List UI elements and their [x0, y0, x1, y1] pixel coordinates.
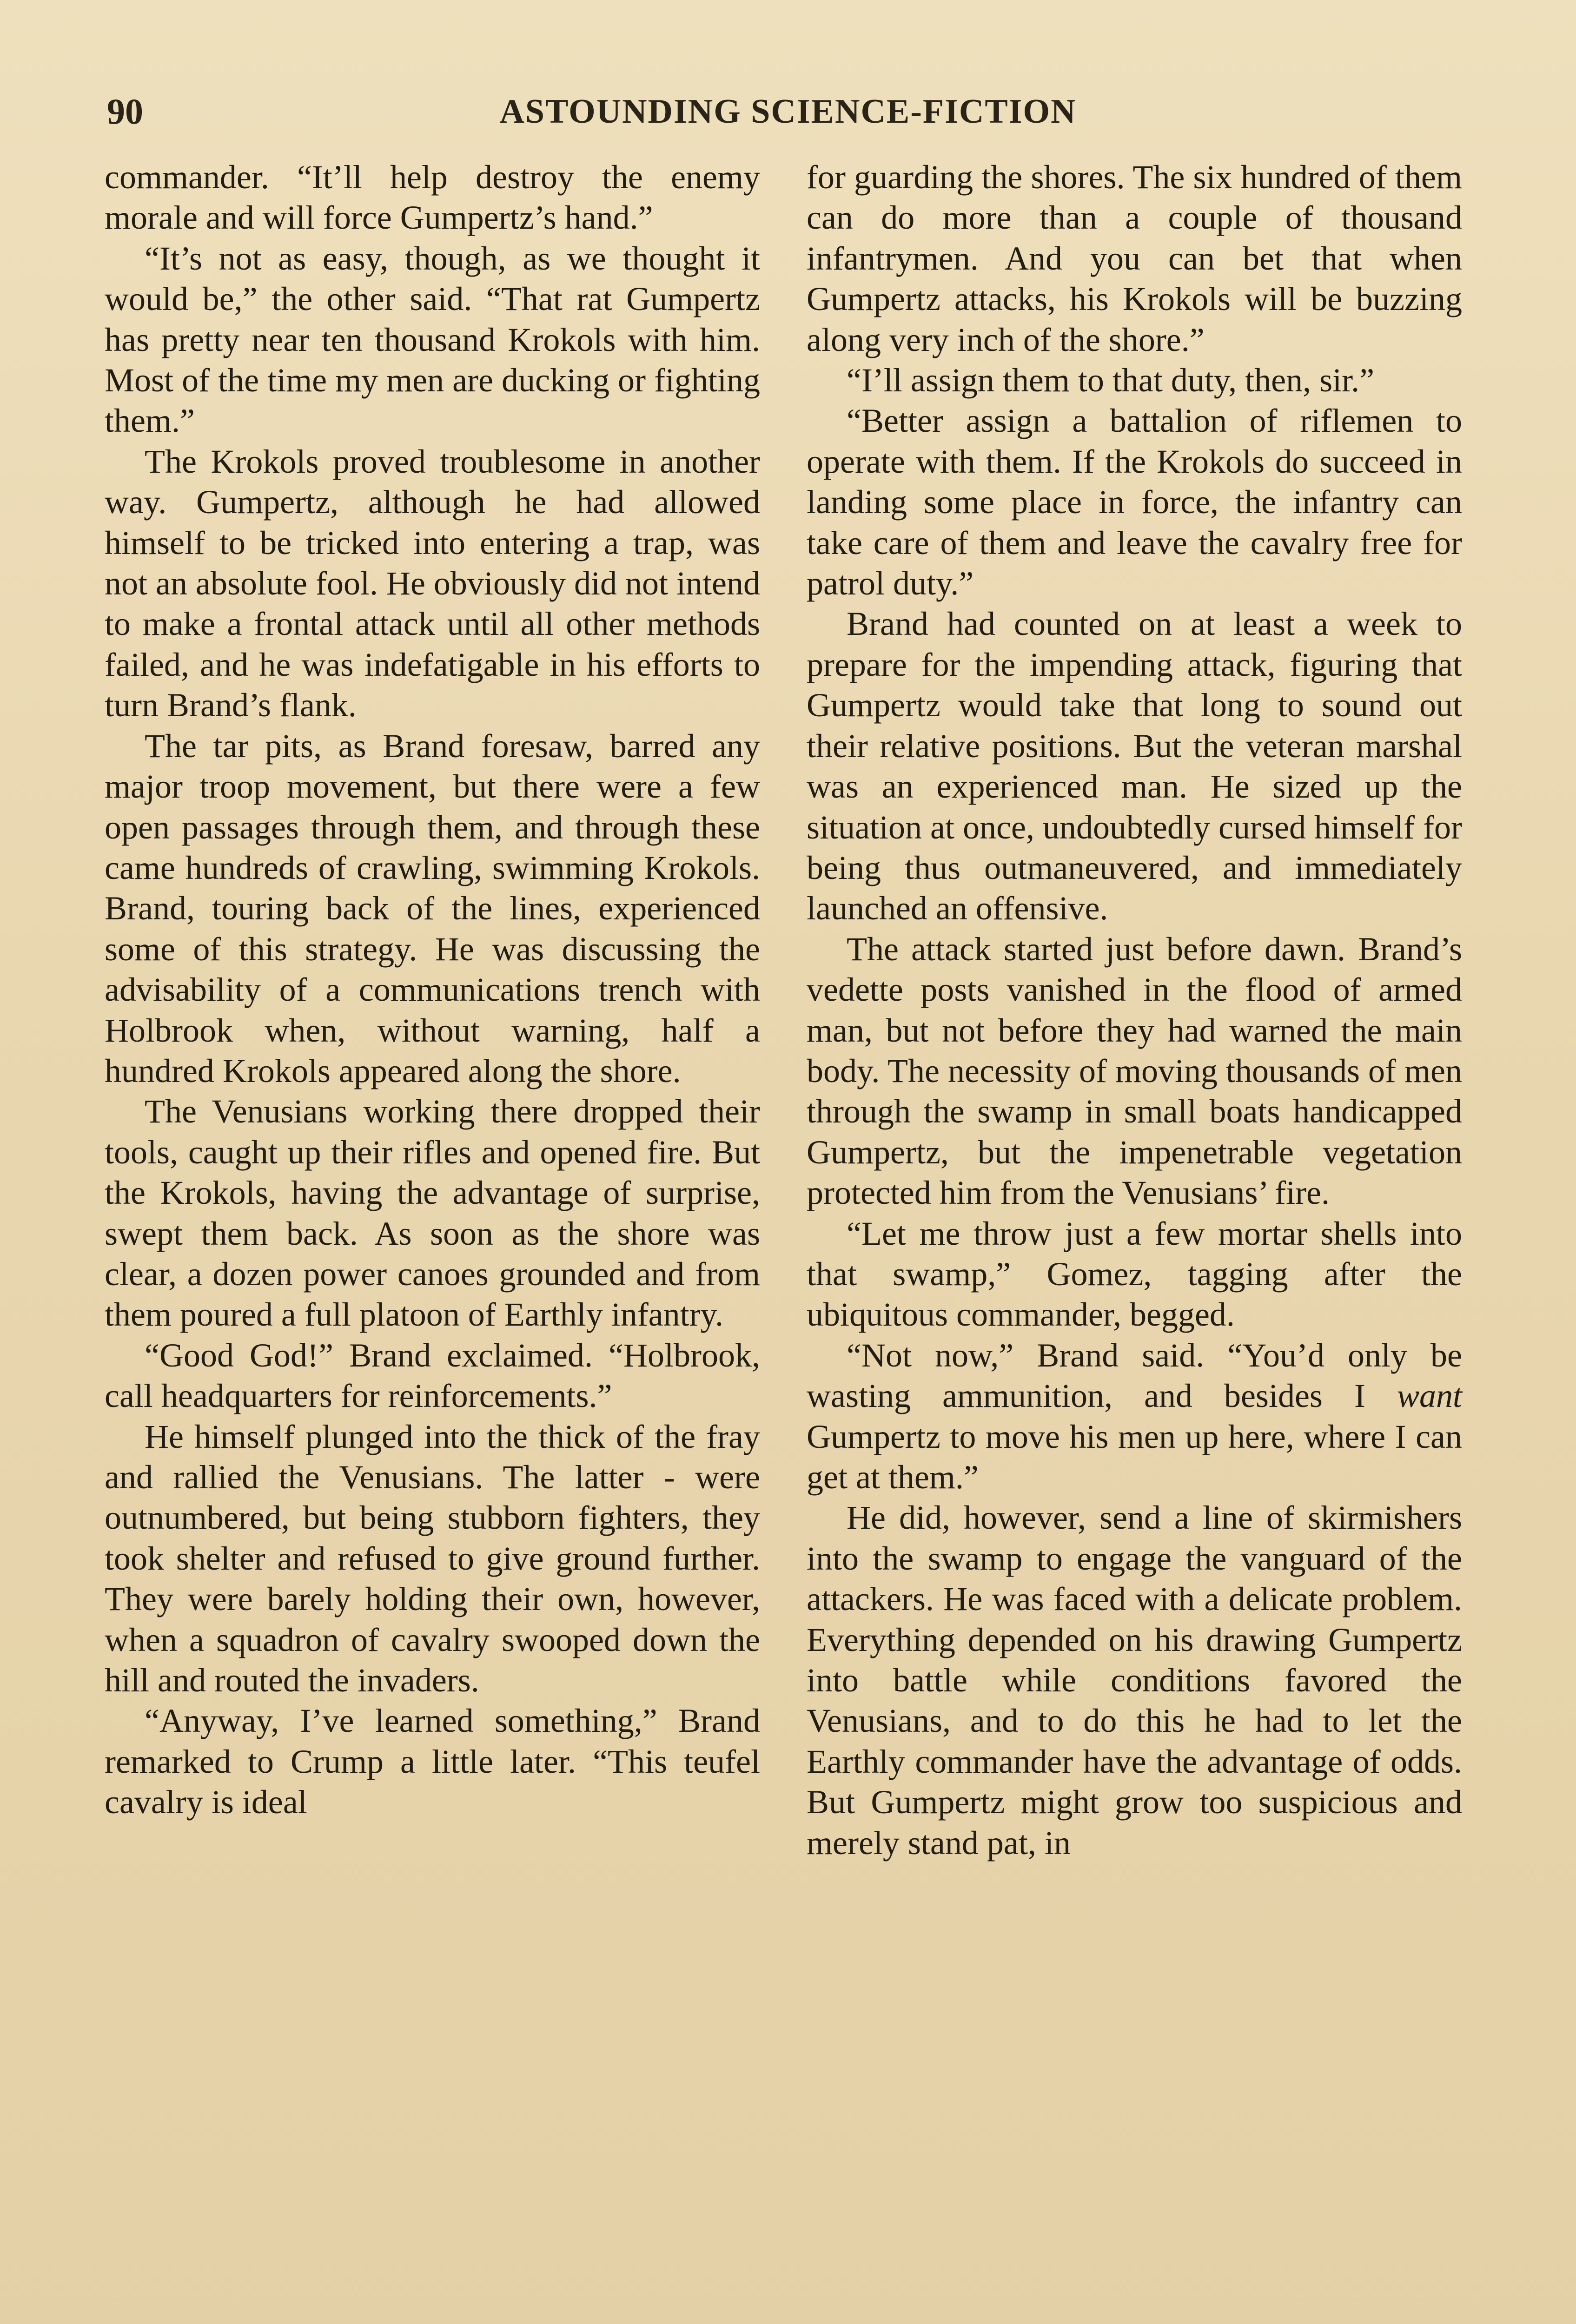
paragraph: “Let me throw just a few mortar shells into that swamp,” Gomez, tagging after the ubiquitous commander, begged. [807, 1215, 1462, 1334]
paragraph: “Better assign a battalion of riflemen to operate with them. If the Krokols do succeed in landing some place in force, the infantry can take care of them and leave the cavalry free for patrol duty.” [807, 402, 1462, 602]
running-head: ASTOUNDING SCIENCE-FICTION [499, 92, 1077, 131]
paragraph: for guarding the shores. The six hundred of them can do more than a couple of thousand infantrymen. And you can bet that when Gumpertz attacks, his Krokols will be buzzing along very inch of the shore.” [807, 158, 1462, 358]
right-column [807, 157, 1462, 1863]
paragraph: “Good God!” Brand exclaimed. “Holbrook, call headquarters for reinforcements.” [105, 1336, 760, 1415]
paragraph-text: Gumpertz to move his men up here, where I can get at them.” [807, 1418, 1462, 1496]
paragraph: commander. “It’ll help destroy the enemy morale and will force Gumpertz’s hand.” [105, 158, 760, 237]
paragraph-text: “Not now,” Brand said. “You’d only be wasting ammunition, and besides I [807, 1336, 1462, 1415]
paragraph: Brand had counted on at least a week to prepare for the impending attack, figuring that Gumpertz would take that long to sound out their relative positions. But the veteran marshal was an experienced man. He sized up the situation at once, undoubtedly cursed himself for being thus outmaneuvered, and immediately launched an offensive. [807, 605, 1462, 927]
paragraph: The Krokols proved troublesome in another way. Gumpertz, although he had allowed himself to be tricked into entering a trap, was not an absolute fool. He obviously did not intend to make a frontal attack until all other methods failed, and he was indefatigable in his efforts to turn Brand’s flank. [105, 442, 760, 724]
paragraph: The attack started just before dawn. Brand’s vedette posts vanished in the flood of armed man, but not before they had warned the main body. The necessity of moving thousands of men through the swamp in small boats handicapped Gumpertz, but the impenetrable vegetation protected him from the Venusians’ fire. [807, 930, 1462, 1212]
paragraph: “Anyway, I’ve learned something,” Brand remarked to Crump a little later. “This teufel cavalry is ideal [105, 1702, 760, 1821]
emphasized-word: want [1397, 1377, 1462, 1415]
paragraph: He himself plunged into the thick of the fray and rallied the Venusians. The latter - were outnumbered, but being stubborn fighters, they took shelter and refused to give ground further. They were barely holding their own, however, when a squadron of cavalry swooped down the hill and routed the invaders. [105, 1418, 760, 1699]
paragraph: “I’ll assign them to that duty, then, sir.” [847, 362, 1375, 399]
page-number: 90 [107, 91, 143, 132]
left-column [105, 157, 760, 1823]
paragraph: “It’s not as easy, though, as we thought it would be,” the other said. “That rat Gumpertz has pretty near ten thousand Krokols with him. Most of the time my men are ducking or fighting them.” [105, 239, 760, 440]
paragraph [807, 1335, 1462, 1498]
paragraph: The tar pits, as Brand foresaw, barred any major troop movement, but there were a few open passages through them, and through these came hundreds of crawling, swimming Krokols. Brand, touring back of the lines, experienced some of this strategy. He was discussing the advisability of a communications trench with Holbrook when, without warning, half a hundred Krokols appeared along the shore. [105, 727, 760, 1089]
paragraph: The Venusians working there dropped their tools, caught up their rifles and opened fire. But the Krokols, having the advantage of surprise, swept them back. As soon as the shore was clear, a dozen power canoes grounded and from them poured a full platoon of Earthly infantry. [105, 1093, 760, 1334]
paragraph: He did, however, send a line of skirmishers into the swamp to engage the vanguard of the attackers. He was faced with a delicate problem. Everything depended on his drawing Gumpertz into battle while conditions favored the Venusians, and to do this he had to let the Earthly commander have the advantage of odds. But Gumpertz might grow too suspicious and merely stand pat, in [807, 1499, 1462, 1862]
page-header [107, 84, 1469, 139]
